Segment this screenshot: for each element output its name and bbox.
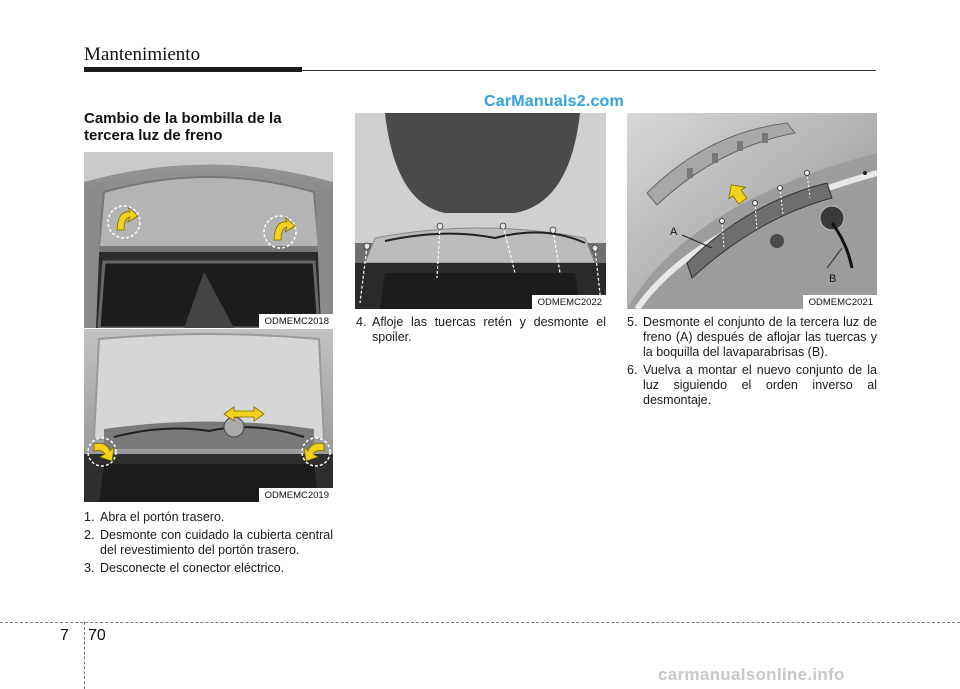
footer-rule	[0, 622, 960, 623]
figure-code: ODMEMC2018	[259, 314, 333, 328]
figure-code: ODMEMC2019	[259, 488, 333, 502]
step-item: 3. Desconecte el conector eléctrico.	[84, 561, 285, 575]
figure-tailgate-open	[84, 152, 333, 328]
step-item: 1. Abra el portón trasero.	[84, 510, 225, 524]
steps-column-3	[627, 315, 877, 411]
figure-trim-cover	[84, 329, 333, 502]
page-number: 70	[88, 627, 106, 644]
figure-spoiler-nuts	[355, 113, 606, 309]
section-title: Cambio de la bombilla de la tercera luz de freno	[84, 110, 282, 144]
page-header-title: Mantenimiento	[84, 44, 201, 65]
footer-separator	[84, 622, 85, 689]
watermark-bottom: carmanualsonline.info	[658, 665, 845, 684]
chapter-number: 7	[60, 627, 69, 644]
step-item: 5. Desmonte el conjunto de la tercera luz de freno (A) después de aflojar las tuercas y la boquilla del lavaparabrisas (B).	[627, 315, 877, 359]
figure-code: ODMEMC2022	[532, 295, 606, 309]
step-item: 6. Vuelva a montar el nuevo conjunto de la luz siguiendo el orden inverso al desmontaje.	[627, 363, 877, 407]
figure-brake-light-assembly	[627, 113, 877, 309]
steps-column-2	[356, 315, 606, 348]
step-item: 2. Desmonte con cuidado la cubierta central del revestimiento del portón trasero.	[84, 528, 333, 557]
step-item: 4. Afloje las tuercas retén y desmonte el spoiler.	[356, 315, 606, 344]
label-b: B	[829, 273, 837, 285]
label-a: A	[670, 226, 678, 238]
header-bar	[84, 67, 302, 72]
figure-code: ODMEMC2021	[803, 295, 877, 309]
steps-column-1	[84, 510, 333, 579]
header-rule	[302, 70, 876, 71]
watermark-top: CarManuals2.com	[484, 93, 624, 110]
